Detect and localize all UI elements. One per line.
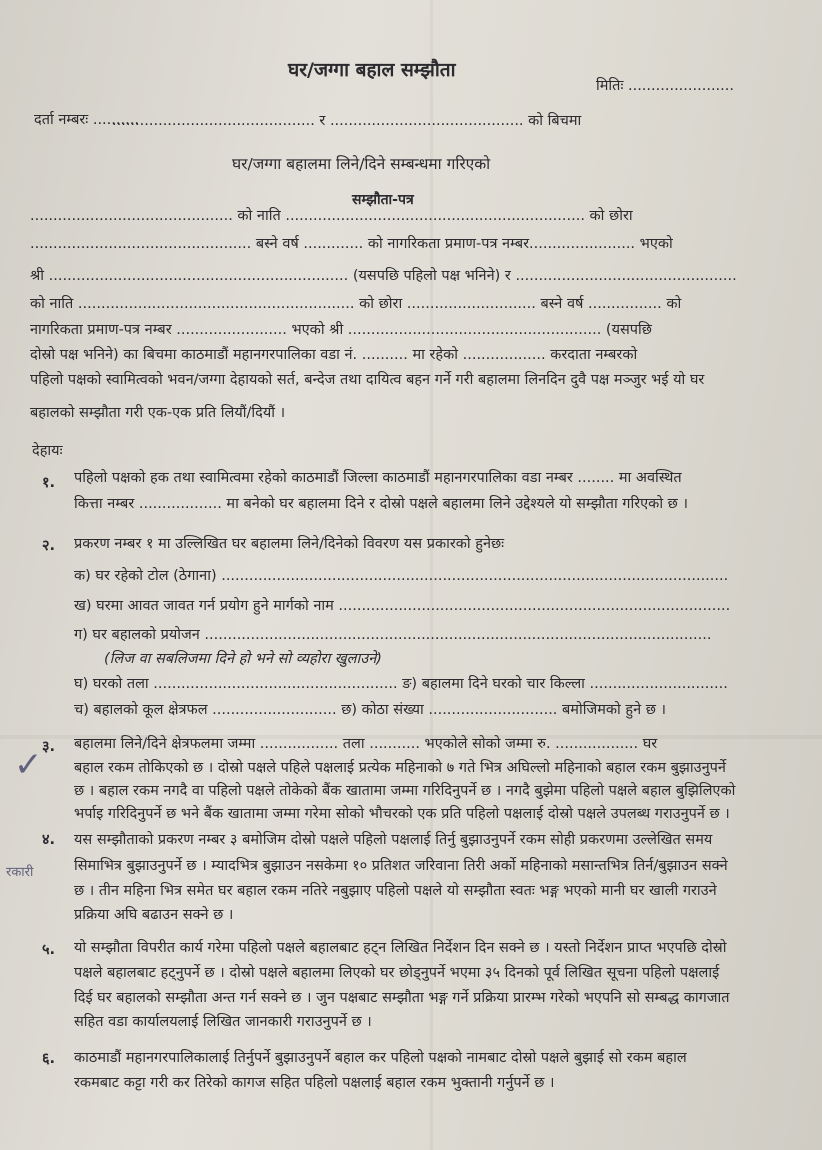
pen-side-note: रकारी [6, 865, 34, 880]
clause-number: ५. [42, 942, 56, 958]
clause-5-line: यो सम्झौता विपरीत कार्य गरेमा पहिलो पक्षले बहालबाट हट्न लिखित निर्देशन दिन सक्ने छ । यस्तो निर्देशन प्राप्त भएपछि दोस्रो [74, 940, 727, 956]
dehaya-label: देहायः [32, 443, 63, 459]
clause-4-line: प्रक्रिया अघि बढाउन सक्ने छ । [74, 907, 234, 923]
clause-2-item: च) बहालको कूल क्षेत्रफल ........................... छ) कोठा संख्या ............................ बमोजिमको हुने छ । [74, 702, 667, 718]
clause-4-line: सिमाभित्र बुझाउनुपर्ने छ । म्यादभित्र बुझाउन नसकेमा १० प्रतिशत जरिवाना तिरी अर्को महिनाको मसान्तभित्र तिर्न/बुझाउन सक्ने [74, 858, 728, 874]
intro-line: ................................................ बस्ने वर्ष ............. को नागरिकता प्रमाण-पत्र नम्बर....................... भएको [30, 236, 673, 252]
intro-line: को नाति ............................................................ को छोरा ............................ बस्ने वर्ष ................ को [30, 296, 682, 312]
intro-line: दोस्रो पक्ष भनिने) का बिचमा काठमाडौं महानगरपालिका वडा नं. .......... मा रहेको .................. करदाता नम्बरको [30, 347, 638, 363]
date-line: मितिः ....................... [596, 78, 734, 94]
document-subtitle: घर/जग्गा बहालमा लिने/दिने सम्बन्धमा गरिएको [232, 155, 491, 173]
clause-3-line: बहाल रकम तोकिएको छ । दोस्रो पक्षले पहिले पक्षलाई प्रत्येक महिनाको ७ गते भित्र अघिल्लो महिनाको बहाल रकम बुझाउनुपर्ने [74, 760, 726, 776]
clause-2-item: ग) घर बहालको प्रयोजन .............................................................................................................. [74, 627, 712, 643]
document-heading: सम्झौता-पत्र [352, 192, 414, 208]
registration-number-line: दर्ता नम्बरः .......... [34, 112, 139, 128]
clause-2-note: (लिज वा सबलिजमा दिने हो भने सो व्यहोरा खुलाउने) [104, 651, 382, 667]
clause-1-line: पहिलो पक्षको हक तथा स्वामित्वमा रहेको काठमाडौं जिल्ला काठमाडौं महानगरपालिका वडा नम्बर ........ मा अवस्थित [74, 470, 682, 486]
clause-3-line: छ । बहाल रकम नगदै वा पहिलो पक्षले तोकेको बैंक खातामा जम्मा गरिदिनुपर्ने छ । नगदै बुझेमा पहिलो पक्षले बहाल बुझिलिएको [74, 783, 736, 799]
clause-number: १. [42, 475, 56, 491]
clause-2-item: घ) घरको तला ..................................................... ङ) बहालमा दिने घरको चार किल्ला .............................. [74, 676, 728, 692]
clause-5-line: पक्षले बहालबाट हट्नुपर्ने छ । दोस्रो पक्षले बहालमा लिएको घर छोड्नुपर्ने भएमा ३५ दिनको पूर्व लिखित सूचना पहिलो पक्षलाई [74, 965, 720, 981]
clause-5-line: दिई घर बहालको सम्झौता अन्त गर्न सक्ने छ । जुन पक्षबाट सम्झौता भङ्ग गर्ने प्रक्रिया प्रारम्भ गरेको भएपनि सो सम्बद्ध कागजात [74, 990, 730, 1006]
parties-line: ............................................ र .......................................... को बिचमा [112, 113, 582, 129]
clause-2-item: क) घर रहेको टोल (ठेगाना) .............................................................................................................. [74, 568, 729, 584]
clause-1-line: कित्ता नम्बर .................. मा बनेको घर बहालमा दिने र दोस्रो पक्षले बहालमा लिने उद्देश्यले यो सम्झौता गरिएको छ । [74, 496, 688, 512]
clause-2-line: प्रकरण नम्बर १ मा उल्लिखित घर बहालमा लिने/दिनेको विवरण यस प्रकारको हुनेछः [74, 536, 505, 552]
clause-number: २. [42, 538, 56, 554]
clause-number: ४. [42, 832, 56, 848]
clause-6-line: काठमाडौं महानगरपालिकालाई तिर्नुपर्ने बुझाउनुपर्ने बहाल कर पहिलो पक्षको नामबाट दोस्रो पक्षले बुझाई सो रकम बहाल [74, 1050, 687, 1066]
clause-number: ३. [42, 739, 56, 755]
intro-line: ............................................ को नाति ................................................................. को छोरा [30, 208, 633, 224]
pen-check-mark: ✓ [14, 745, 43, 785]
clause-6-line: रकमबाट कट्टा गरी कर तिरेको कागज सहित पहिलो पक्षलाई बहाल रकम भुक्तानी गर्नुपर्ने छ । [74, 1075, 555, 1091]
document-title: घर/जग्गा बहाल सम्झौता [288, 59, 456, 81]
intro-line: नागरिकता प्रमाण-पत्र नम्बर ........................ भएको श्री ....................................................... (यसपछि [30, 322, 652, 338]
intro-line: बहालको सम्झौता गरी एक-एक प्रति लियौं/दियौं । [30, 405, 286, 421]
clause-3-line: बहालमा लिने/दिने क्षेत्रफलमा जम्मा ................. तला ........... भएकोले सोको जम्मा रु. .................. घर [74, 736, 658, 752]
intro-line: श्री ................................................................. (यसपछि पहिलो पक्ष भनिने) र ................................................ [30, 268, 737, 284]
clause-2-item: ख) घरमा आवत जावत गर्न प्रयोग हुने मार्गको नाम ..................................................................................... [74, 598, 731, 614]
clause-4-line: छ । तीन महिना भित्र समेत घर बहाल रकम नतिरे नबुझाए पहिलो पक्षले यो सम्झौता स्वतः भङ्ग भएको मानी घर खाली गराउने [74, 883, 717, 899]
intro-line: पहिलो पक्षको स्वामित्वको भवन/जग्गा देहायको सर्त, बन्देज तथा दायित्व बहन गर्ने गरी बहालमा लिनदिन दुवै पक्ष मञ्जुर भई यो घर [30, 372, 705, 388]
clause-number: ६. [42, 1051, 56, 1067]
clause-5-line: सहित वडा कार्यालयलाई लिखित जानकारी गराउनुपर्ने छ । [74, 1014, 372, 1030]
clause-3-line: भर्पाइ गरिदिनुपर्ने छ भने बैंक खातामा जम्मा गरेमा सोको भौचरको एक प्रति पहिलो पक्षलाई दोस्रो पक्षले उपलब्ध गराउनुपर्ने छ । [74, 806, 730, 822]
clause-4-line: यस सम्झौताको प्रकरण नम्बर ३ बमोजिम दोस्रो पक्षले पहिलो पक्षलाई तिर्नु बुझाउनुपर्ने रकम सोही प्रकरणमा उल्लेखित समय [74, 832, 713, 848]
